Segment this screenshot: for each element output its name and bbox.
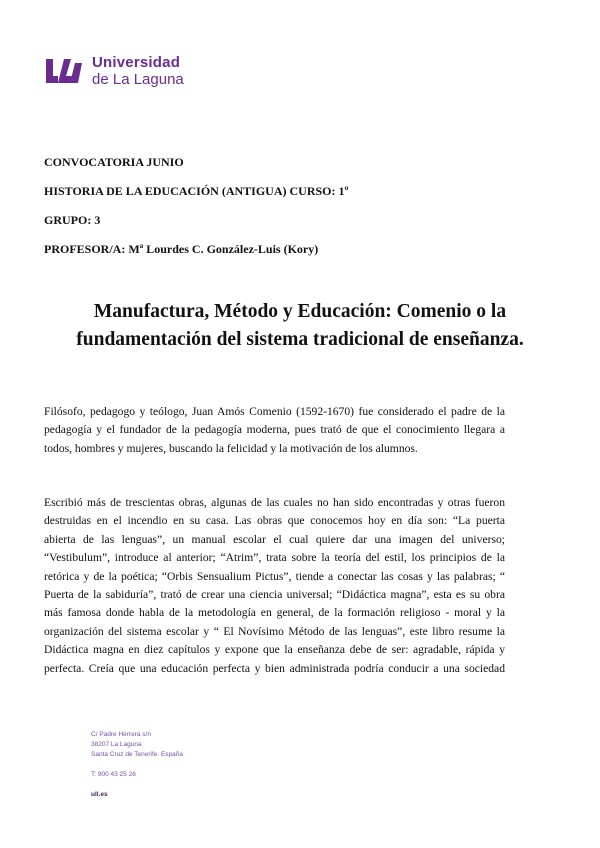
logo-line-1: Universidad (92, 54, 181, 71)
text-line: Puerta de la sabiduría”, trató de crear una ciencia universal; “Didáctica magna”, esta es su obra (44, 588, 505, 602)
header-convocatoria: CONVOCATORIA JUNIO (44, 155, 184, 169)
text-line: todos, hombres y mujeres, buscando la felicidad y la motivación de los alumnos. (44, 441, 418, 455)
footer-web-link[interactable]: ull.es (91, 791, 108, 798)
text-line: abierta de las lenguas”, un manual escolar el cual quiere dar una imagen del universo; (44, 532, 505, 546)
text-line: Didáctica magna en diez capítulos y expone que la enseñanza debe de ser: agradable, rápida y (44, 643, 505, 657)
footer-postal: 38207 La Laguna (91, 741, 142, 748)
ull-logo-icon (44, 56, 84, 86)
text-line: Escribió más de trescientas obras, algunas de las cuales no han sido encontradas y otras fueron (44, 496, 505, 509)
text-line: “Vestibulum”, introduce al anterior; “Atrim”, trata sobre la teoría del estil, los principios de la (44, 551, 505, 565)
text-line: Filósofo, pedagogo y teólogo, Juan Amós Comenio (1592-1670) fue considerado el padre de la (44, 405, 505, 418)
text-line: retórica y de la poética; “Orbis Sensualium Pictus”, tiende a conectar las cosas y las palabras; “ (44, 569, 505, 583)
text-line: organización del sistema escolar y “ El Novísimo Método de las lenguas”, este libro resume la (44, 624, 505, 638)
title-line-1: Manufactura, Método y Educación: Comenio o la (93, 301, 507, 322)
paragraph-1 (44, 403, 505, 458)
footer-region: Santa Cruz de Tenerife. España (91, 751, 184, 758)
paragraph-2 (44, 494, 505, 678)
header-grupo: GRUPO: 3 (44, 213, 101, 227)
document-title (30, 298, 570, 354)
title-line-2: fundamentación del sistema tradicional de enseñanza. (76, 329, 524, 350)
footer-web[interactable] (91, 790, 108, 800)
text-line: pedagogía y el fundador de la pedagogía moderna, pues trató de que el conocimiento llegara a (44, 423, 505, 437)
logo-text (92, 54, 184, 88)
text-line: más famosa donde habla de la metodología en general, de la formación religioso - moral y la (44, 606, 505, 620)
text-line: destruidas en el incendio en su casa. Las obras que conocemos hoy en día son: “La puerta (44, 514, 505, 528)
footer-street: C/ Padre Herrera s/n (91, 731, 151, 738)
logo-line-2: de La Laguna (92, 71, 184, 88)
footer-phone: T: 900 43 25 26 (91, 771, 136, 778)
footer-address (91, 730, 183, 760)
header-profesor: PROFESOR/A: Mª Lourdes C. González-Luis (Kory) (44, 242, 319, 256)
header-asignatura: HISTORIA DE LA EDUCACIÓN (ANTIGUA) CURSO: 1º (44, 184, 349, 198)
university-logo (44, 54, 184, 88)
text-line: perfecta. Creía que una educación perfecta y bien administrada podría conducir a una sociedad (44, 661, 505, 675)
